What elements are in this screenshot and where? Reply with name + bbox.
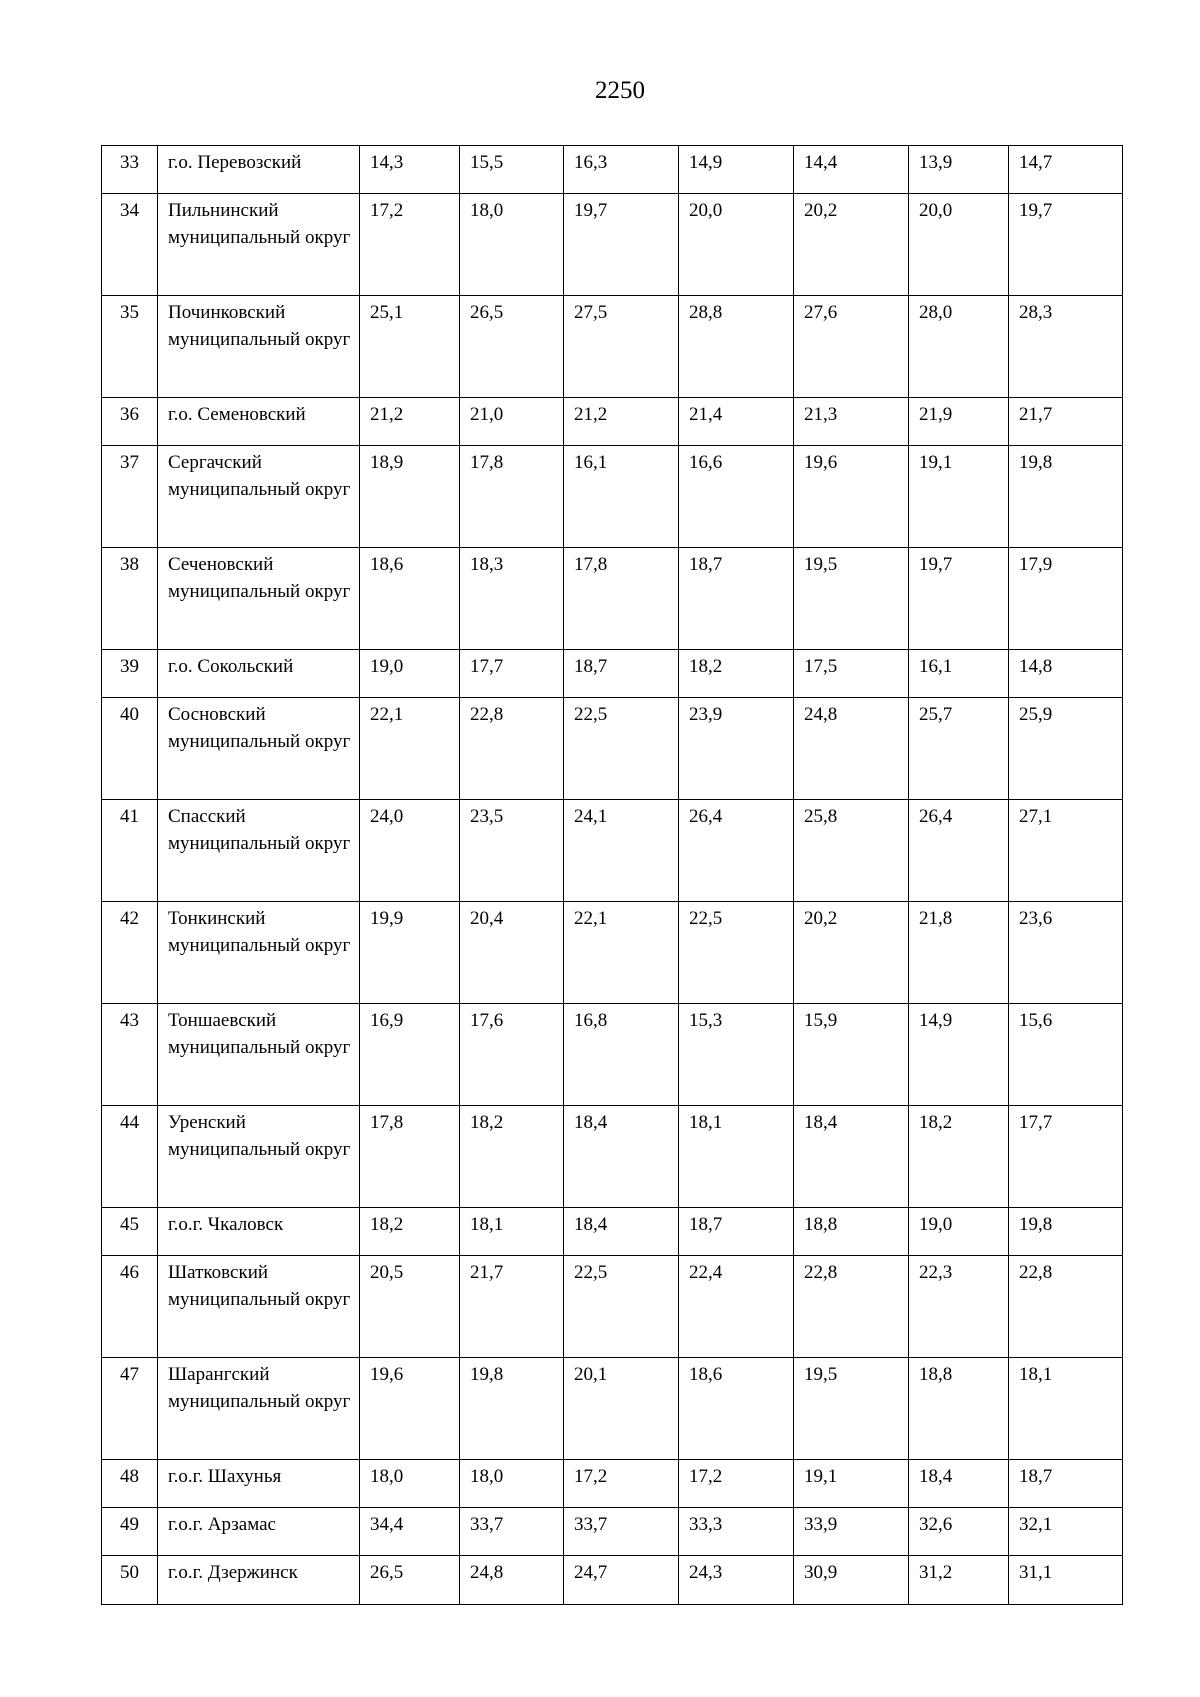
row-number-cell: 38 — [102, 548, 158, 650]
value-cell: 33,7 — [460, 1508, 564, 1556]
district-name-cell: г.о.г. Шахунья — [158, 1460, 360, 1508]
value-cell: 19,7 — [564, 194, 679, 296]
value-cell: 20,1 — [564, 1358, 679, 1460]
value-cell: 22,5 — [564, 698, 679, 800]
table-row — [102, 1508, 1123, 1556]
value-cell: 18,2 — [909, 1106, 1009, 1208]
value-cell: 14,8 — [1009, 650, 1123, 698]
value-cell: 19,0 — [909, 1208, 1009, 1256]
district-name-cell: г.о. Перевозский — [158, 146, 360, 194]
value-cell: 23,9 — [679, 698, 794, 800]
value-cell: 30,9 — [794, 1556, 909, 1605]
row-number-cell: 39 — [102, 650, 158, 698]
value-cell: 23,5 — [460, 800, 564, 902]
row-number-cell: 42 — [102, 902, 158, 1004]
value-cell: 16,9 — [360, 1004, 460, 1106]
value-cell: 18,2 — [460, 1106, 564, 1208]
row-number-cell: 41 — [102, 800, 158, 902]
table-row — [102, 1358, 1123, 1460]
table-row — [102, 296, 1123, 398]
value-cell: 22,8 — [794, 1256, 909, 1358]
value-cell: 22,5 — [564, 1256, 679, 1358]
district-name-cell: г.о.г. Дзержинск — [158, 1556, 360, 1605]
row-number-cell: 40 — [102, 698, 158, 800]
table-row — [102, 194, 1123, 296]
row-number-cell: 45 — [102, 1208, 158, 1256]
value-cell: 14,4 — [794, 146, 909, 194]
table-row — [102, 398, 1123, 446]
value-cell: 18,8 — [909, 1358, 1009, 1460]
district-name-cell: Починковский муниципальный округ — [158, 296, 360, 398]
value-cell: 14,9 — [909, 1004, 1009, 1106]
value-cell: 23,6 — [1009, 902, 1123, 1004]
value-cell: 27,6 — [794, 296, 909, 398]
value-cell: 25,1 — [360, 296, 460, 398]
value-cell: 18,7 — [564, 650, 679, 698]
value-cell: 15,6 — [1009, 1004, 1123, 1106]
value-cell: 18,0 — [460, 194, 564, 296]
value-cell: 18,4 — [909, 1460, 1009, 1508]
value-cell: 28,3 — [1009, 296, 1123, 398]
value-cell: 19,6 — [794, 446, 909, 548]
value-cell: 22,3 — [909, 1256, 1009, 1358]
value-cell: 15,5 — [460, 146, 564, 194]
row-number-cell: 47 — [102, 1358, 158, 1460]
value-cell: 26,5 — [360, 1556, 460, 1605]
value-cell: 16,8 — [564, 1004, 679, 1106]
district-name-cell: Сергачский муниципальный округ — [158, 446, 360, 548]
value-cell: 20,2 — [794, 902, 909, 1004]
row-number-cell: 44 — [102, 1106, 158, 1208]
value-cell: 16,3 — [564, 146, 679, 194]
row-number-cell: 37 — [102, 446, 158, 548]
value-cell: 18,1 — [460, 1208, 564, 1256]
value-cell: 21,9 — [909, 398, 1009, 446]
value-cell: 16,1 — [909, 650, 1009, 698]
value-cell: 19,8 — [460, 1358, 564, 1460]
value-cell: 25,9 — [1009, 698, 1123, 800]
value-cell: 18,8 — [794, 1208, 909, 1256]
value-cell: 19,8 — [1009, 446, 1123, 548]
table-row — [102, 446, 1123, 548]
table-row — [102, 548, 1123, 650]
value-cell: 14,7 — [1009, 146, 1123, 194]
value-cell: 31,1 — [1009, 1556, 1123, 1605]
table-row — [102, 1106, 1123, 1208]
value-cell: 24,1 — [564, 800, 679, 902]
value-cell: 18,4 — [564, 1208, 679, 1256]
table-row — [102, 1460, 1123, 1508]
table-row — [102, 650, 1123, 698]
value-cell: 19,6 — [360, 1358, 460, 1460]
table-row — [102, 1556, 1123, 1605]
row-number-cell: 34 — [102, 194, 158, 296]
value-cell: 20,0 — [909, 194, 1009, 296]
value-cell: 25,7 — [909, 698, 1009, 800]
value-cell: 20,4 — [460, 902, 564, 1004]
row-number-cell: 48 — [102, 1460, 158, 1508]
row-number-cell: 43 — [102, 1004, 158, 1106]
value-cell: 17,7 — [460, 650, 564, 698]
value-cell: 18,7 — [1009, 1460, 1123, 1508]
value-cell: 24,7 — [564, 1556, 679, 1605]
row-number-cell: 36 — [102, 398, 158, 446]
row-number-cell: 33 — [102, 146, 158, 194]
value-cell: 17,7 — [1009, 1106, 1123, 1208]
value-cell: 19,9 — [360, 902, 460, 1004]
value-cell: 14,9 — [679, 146, 794, 194]
value-cell: 21,7 — [1009, 398, 1123, 446]
value-cell: 18,1 — [1009, 1358, 1123, 1460]
row-number-cell: 46 — [102, 1256, 158, 1358]
value-cell: 17,8 — [360, 1106, 460, 1208]
value-cell: 24,3 — [679, 1556, 794, 1605]
value-cell: 17,9 — [1009, 548, 1123, 650]
value-cell: 32,1 — [1009, 1508, 1123, 1556]
district-name-cell: г.о. Сокольский — [158, 650, 360, 698]
value-cell: 15,9 — [794, 1004, 909, 1106]
value-cell: 21,2 — [564, 398, 679, 446]
table-row — [102, 902, 1123, 1004]
table-row — [102, 1256, 1123, 1358]
district-name-cell: Тонкинский муниципальный округ — [158, 902, 360, 1004]
value-cell: 20,2 — [794, 194, 909, 296]
value-cell: 19,5 — [794, 1358, 909, 1460]
value-cell: 14,3 — [360, 146, 460, 194]
value-cell: 24,0 — [360, 800, 460, 902]
district-name-cell: Шатковский муниципальный округ — [158, 1256, 360, 1358]
value-cell: 34,4 — [360, 1508, 460, 1556]
value-cell: 33,9 — [794, 1508, 909, 1556]
value-cell: 18,7 — [679, 548, 794, 650]
value-cell: 28,0 — [909, 296, 1009, 398]
value-cell: 26,5 — [460, 296, 564, 398]
value-cell: 33,3 — [679, 1508, 794, 1556]
table-row — [102, 1208, 1123, 1256]
district-name-cell: г.о.г. Чкаловск — [158, 1208, 360, 1256]
value-cell: 28,8 — [679, 296, 794, 398]
district-name-cell: г.о. Семеновский — [158, 398, 360, 446]
statistics-table — [101, 145, 1123, 1605]
value-cell: 15,3 — [679, 1004, 794, 1106]
value-cell: 22,1 — [564, 902, 679, 1004]
value-cell: 17,2 — [564, 1460, 679, 1508]
value-cell: 22,5 — [679, 902, 794, 1004]
table-row — [102, 1004, 1123, 1106]
value-cell: 19,0 — [360, 650, 460, 698]
value-cell: 17,2 — [679, 1460, 794, 1508]
value-cell: 18,4 — [794, 1106, 909, 1208]
value-cell: 18,0 — [460, 1460, 564, 1508]
value-cell: 18,6 — [679, 1358, 794, 1460]
district-name-cell: Пильнинский муниципальный округ — [158, 194, 360, 296]
row-number-cell: 35 — [102, 296, 158, 398]
value-cell: 19,5 — [794, 548, 909, 650]
value-cell: 22,4 — [679, 1256, 794, 1358]
row-number-cell: 50 — [102, 1556, 158, 1605]
value-cell: 33,7 — [564, 1508, 679, 1556]
value-cell: 22,8 — [460, 698, 564, 800]
value-cell: 21,7 — [460, 1256, 564, 1358]
value-cell: 24,8 — [794, 698, 909, 800]
value-cell: 17,8 — [564, 548, 679, 650]
value-cell: 19,1 — [794, 1460, 909, 1508]
value-cell: 18,6 — [360, 548, 460, 650]
value-cell: 27,1 — [1009, 800, 1123, 902]
district-name-cell: Уренский муниципальный округ — [158, 1106, 360, 1208]
value-cell: 19,1 — [909, 446, 1009, 548]
value-cell: 18,1 — [679, 1106, 794, 1208]
value-cell: 16,6 — [679, 446, 794, 548]
value-cell: 26,4 — [909, 800, 1009, 902]
value-cell: 22,8 — [1009, 1256, 1123, 1358]
value-cell: 20,5 — [360, 1256, 460, 1358]
value-cell: 17,5 — [794, 650, 909, 698]
district-name-cell: Сеченовский муниципальный округ — [158, 548, 360, 650]
district-name-cell: г.о.г. Арзамас — [158, 1508, 360, 1556]
value-cell: 18,0 — [360, 1460, 460, 1508]
value-cell: 24,8 — [460, 1556, 564, 1605]
table-row — [102, 698, 1123, 800]
value-cell: 17,6 — [460, 1004, 564, 1106]
value-cell: 21,3 — [794, 398, 909, 446]
table-row — [102, 146, 1123, 194]
table-body — [102, 146, 1123, 1605]
value-cell: 18,7 — [679, 1208, 794, 1256]
value-cell: 32,6 — [909, 1508, 1009, 1556]
value-cell: 17,8 — [460, 446, 564, 548]
value-cell: 18,4 — [564, 1106, 679, 1208]
value-cell: 21,8 — [909, 902, 1009, 1004]
value-cell: 27,5 — [564, 296, 679, 398]
page-number: 2250 — [595, 77, 645, 104]
value-cell: 13,9 — [909, 146, 1009, 194]
value-cell: 18,2 — [360, 1208, 460, 1256]
value-cell: 19,7 — [1009, 194, 1123, 296]
value-cell: 18,2 — [679, 650, 794, 698]
value-cell: 17,2 — [360, 194, 460, 296]
table-row — [102, 800, 1123, 902]
district-name-cell: Шарангский муниципальный округ — [158, 1358, 360, 1460]
district-name-cell: Тоншаевский муниципальный округ — [158, 1004, 360, 1106]
value-cell: 21,4 — [679, 398, 794, 446]
row-number-cell: 49 — [102, 1508, 158, 1556]
value-cell: 21,2 — [360, 398, 460, 446]
value-cell: 25,8 — [794, 800, 909, 902]
value-cell: 20,0 — [679, 194, 794, 296]
value-cell: 22,1 — [360, 698, 460, 800]
value-cell: 16,1 — [564, 446, 679, 548]
district-name-cell: Спасский муниципальный округ — [158, 800, 360, 902]
value-cell: 19,7 — [909, 548, 1009, 650]
value-cell: 26,4 — [679, 800, 794, 902]
value-cell: 31,2 — [909, 1556, 1009, 1605]
value-cell: 18,9 — [360, 446, 460, 548]
value-cell: 19,8 — [1009, 1208, 1123, 1256]
value-cell: 21,0 — [460, 398, 564, 446]
district-name-cell: Сосновский муниципальный округ — [158, 698, 360, 800]
value-cell: 18,3 — [460, 548, 564, 650]
